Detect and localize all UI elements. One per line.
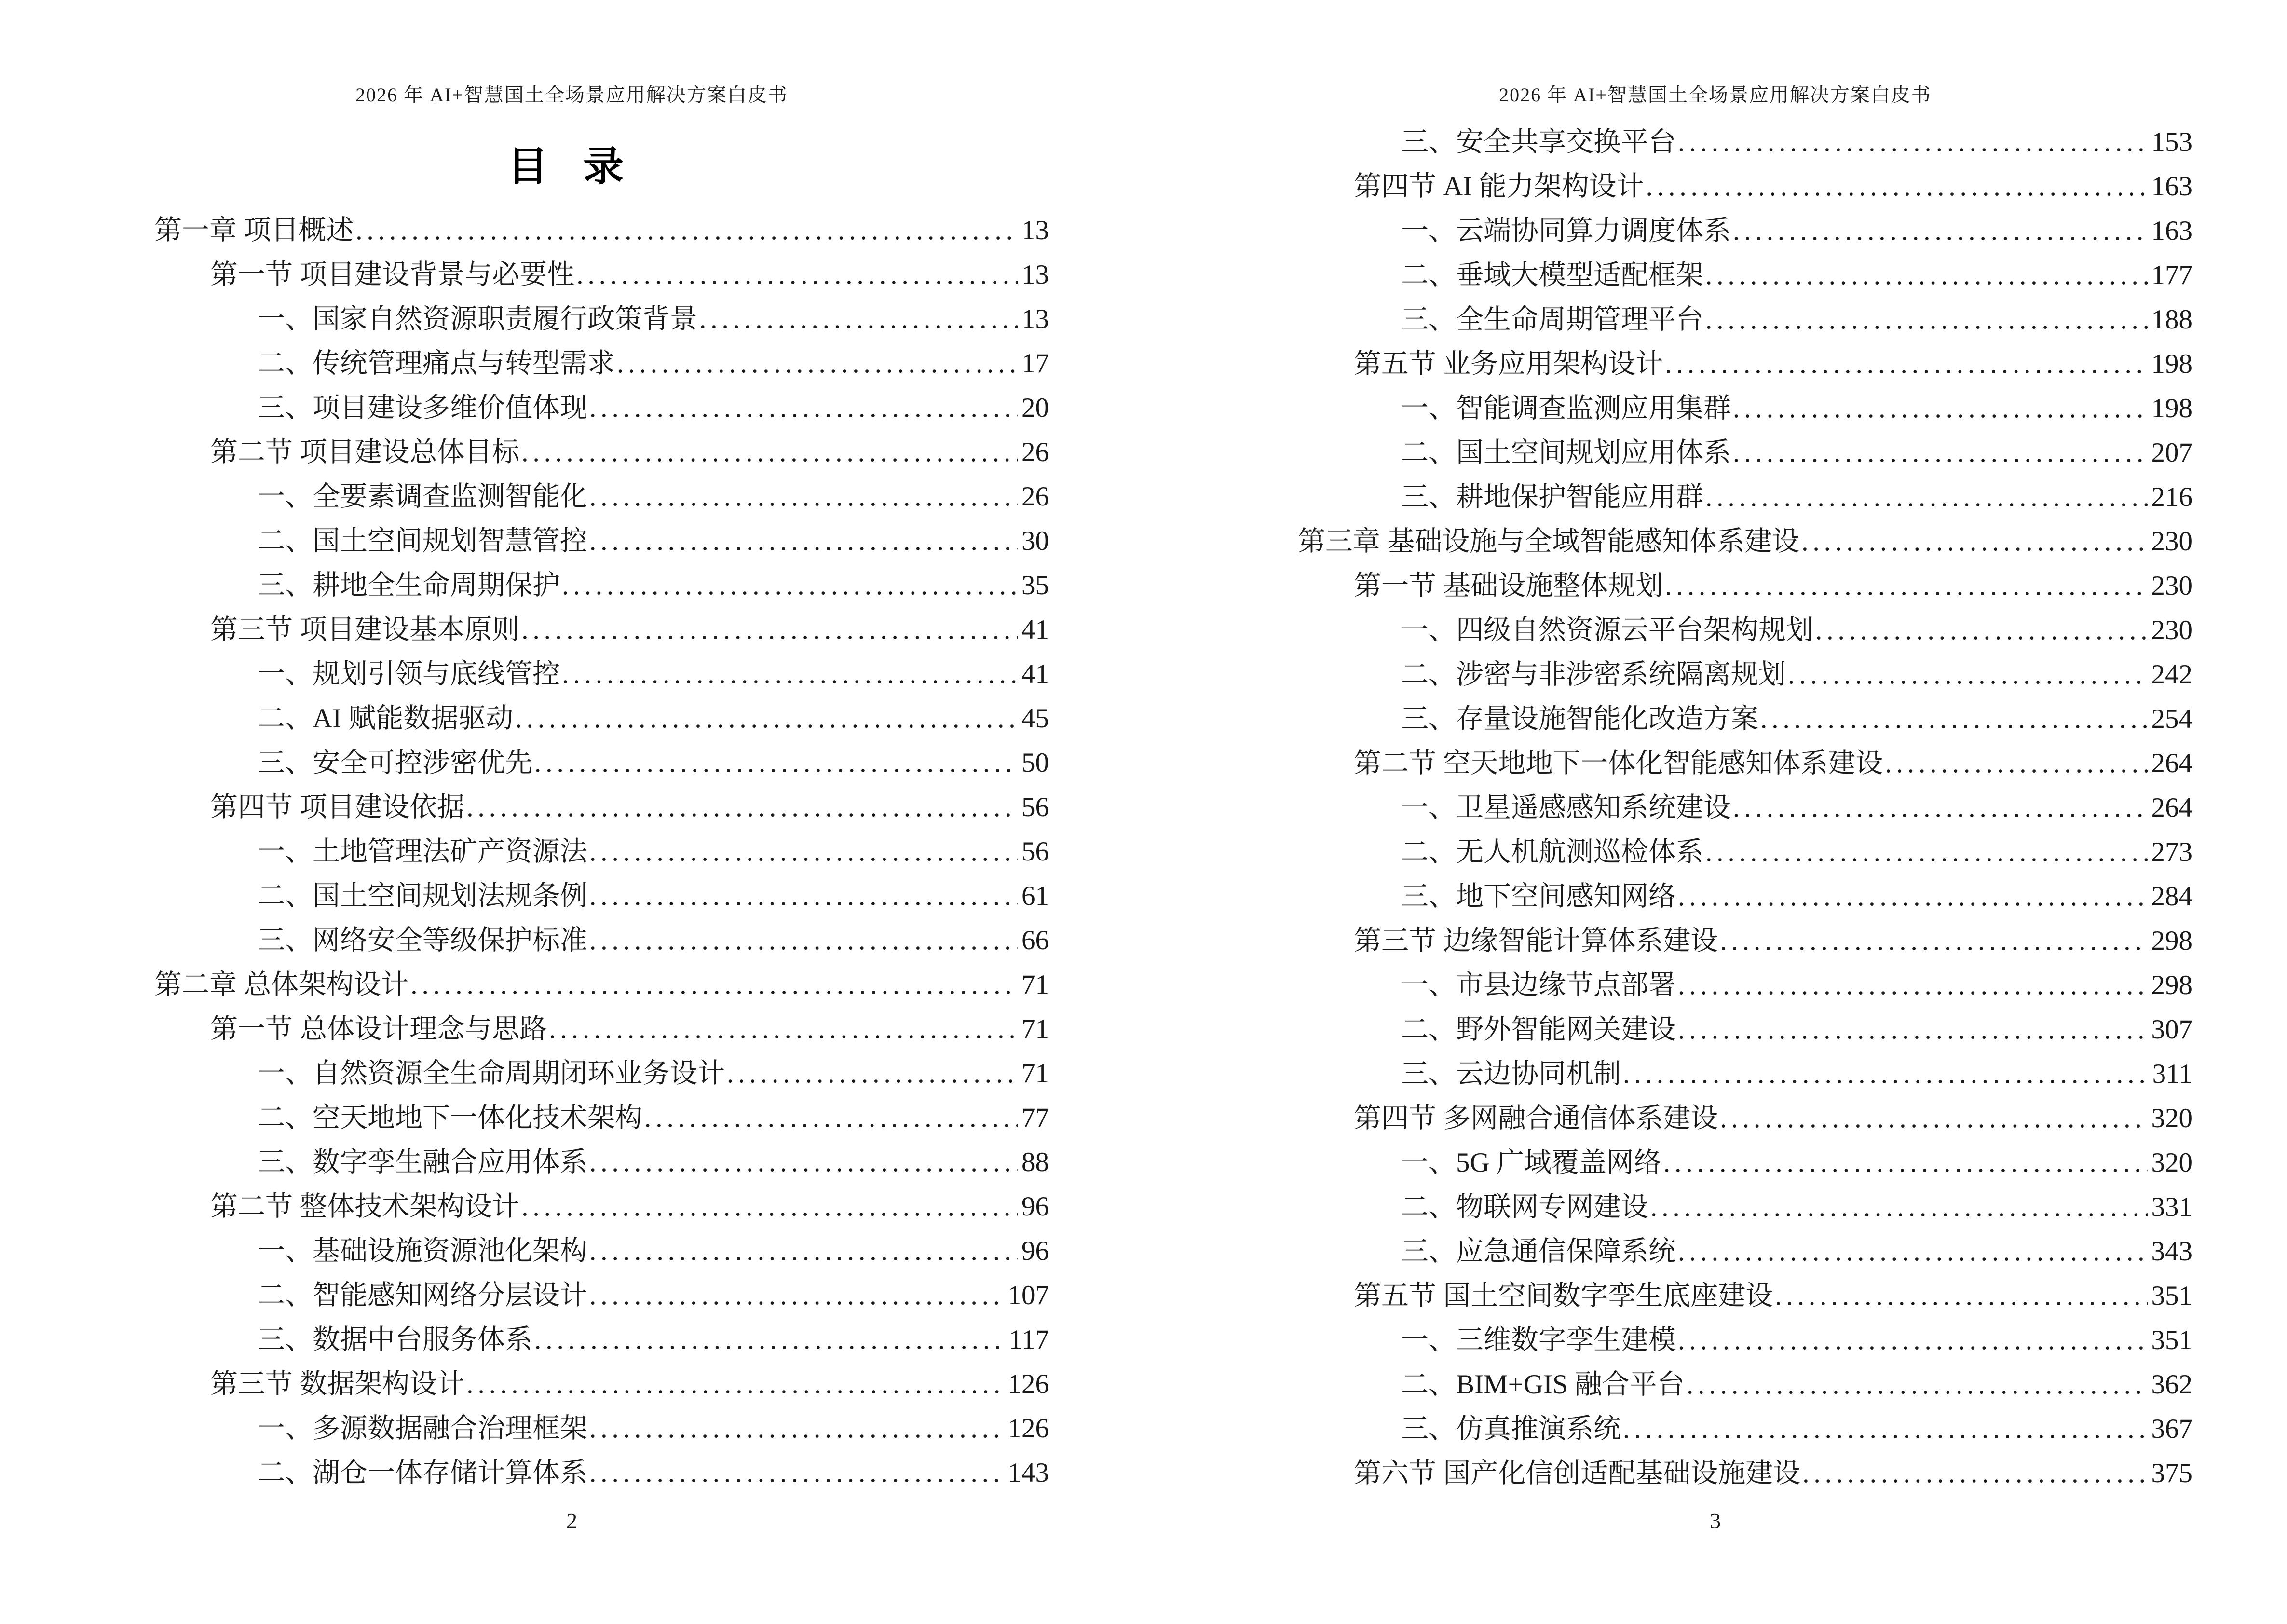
toc-entry-label: 二、国土空间规划智慧管控 — [258, 526, 587, 556]
toc-entry[interactable] — [1298, 164, 2192, 209]
toc-entry-page: 311 — [2152, 1059, 2192, 1089]
toc-entry-page: 50 — [1021, 748, 1049, 778]
toc-entry-page: 153 — [2151, 127, 2192, 157]
toc-entry-page: 207 — [2151, 437, 2192, 468]
dot-leader — [1801, 519, 2147, 564]
dot-leader — [521, 1185, 1018, 1229]
toc-entry-label: 二、无人机航测巡检体系 — [1401, 837, 1703, 867]
toc-entry[interactable] — [1298, 120, 2192, 164]
toc-entry[interactable] — [154, 696, 1049, 741]
toc-entry-page: 20 — [1021, 393, 1049, 423]
toc-entry-label: 第二章 总体架构设计 — [154, 969, 409, 1000]
toc-entry[interactable] — [1298, 874, 2192, 919]
toc-entry-page: 298 — [2151, 926, 2192, 956]
toc-entry[interactable] — [1298, 741, 2192, 786]
toc-entry[interactable] — [154, 608, 1049, 652]
dot-leader — [1815, 608, 2148, 653]
toc-entry-label: 第三章 基础设施与全域智能感知体系建设 — [1298, 526, 1800, 557]
toc-entry-label: 二、空天地地下一体化技术架构 — [258, 1103, 642, 1133]
toc-entry[interactable] — [1298, 386, 2192, 431]
dot-leader — [534, 1318, 1005, 1362]
toc-entry-page: 41 — [1021, 614, 1049, 645]
dot-leader — [1646, 164, 2148, 209]
toc-entry-page: 331 — [2151, 1192, 2192, 1222]
dot-leader — [1678, 1229, 2148, 1274]
toc-entry-page: 96 — [1021, 1191, 1049, 1222]
toc-entry-page: 242 — [2151, 659, 2192, 690]
toc-entry-label: 第五节 业务应用架构设计 — [1354, 349, 1663, 379]
toc-entry-page: 88 — [1021, 1147, 1049, 1177]
toc-entry-label: 二、物联网专网建设 — [1401, 1192, 1648, 1222]
toc-entry[interactable] — [154, 963, 1049, 1007]
toc-entry[interactable] — [1298, 1407, 2192, 1451]
toc-entry-page: 71 — [1021, 1058, 1049, 1089]
toc-entry[interactable] — [154, 741, 1049, 785]
toc-entry[interactable] — [1298, 298, 2192, 342]
toc-entry-page: 188 — [2151, 304, 2192, 335]
dot-leader — [589, 918, 1018, 963]
toc-entry-label: 二、涉密与非涉密系统隔离规划 — [1401, 659, 1786, 690]
dot-leader — [589, 874, 1018, 918]
toc-entry-page: 56 — [1021, 792, 1049, 822]
dot-leader — [1678, 120, 2148, 164]
toc-entry[interactable] — [1298, 342, 2192, 386]
toc-entry-label: 一、智能调查监测应用集群 — [1401, 393, 1731, 423]
dot-leader — [699, 297, 1018, 341]
dot-leader — [1720, 1096, 2147, 1141]
toc-entry-label: 一、5G 广域覆盖网络 — [1401, 1147, 1661, 1178]
toc-entries-right — [1298, 120, 2192, 1496]
toc-entry-label: 三、全生命周期管理平台 — [1401, 304, 1703, 335]
toc-entry-label: 二、垂域大模型适配框架 — [1401, 260, 1703, 290]
toc-entry[interactable] — [1298, 1274, 2192, 1318]
dot-leader — [1802, 1451, 2147, 1496]
toc-entry-label: 三、数据中台服务体系 — [258, 1324, 532, 1355]
toc-entry-page: 126 — [1007, 1413, 1049, 1444]
toc-entry-label: 二、湖仓一体存储计算体系 — [258, 1458, 587, 1488]
toc-entry[interactable] — [154, 1273, 1049, 1318]
toc-entry-page: 77 — [1021, 1103, 1049, 1133]
toc-entry-page: 375 — [2151, 1458, 2192, 1488]
toc-entry-label: 第一节 基础设施整体规划 — [1354, 571, 1663, 601]
toc-entry[interactable] — [1298, 253, 2192, 298]
dot-leader — [1665, 342, 2147, 386]
toc-entry[interactable] — [154, 918, 1049, 963]
toc-entry[interactable] — [154, 475, 1049, 519]
toc-entry-page: 230 — [2151, 571, 2192, 601]
toc-entry-label: 第二节 项目建设总体目标 — [210, 437, 520, 467]
toc-entry-label: 一、多源数据融合治理框架 — [258, 1413, 587, 1444]
toc-entry-label: 二、国土空间规划法规条例 — [258, 881, 587, 911]
dot-leader — [589, 1451, 1004, 1495]
toc-entry-page: 117 — [1008, 1324, 1049, 1355]
toc-entry-page: 96 — [1021, 1236, 1049, 1266]
toc-entry[interactable] — [154, 519, 1049, 563]
toc-entry[interactable] — [1298, 1008, 2192, 1052]
toc-entry-label: 第四节 项目建设依据 — [210, 792, 465, 822]
toc-entry[interactable] — [154, 1185, 1049, 1229]
dot-leader — [1705, 830, 2148, 874]
dot-leader — [1678, 1318, 2148, 1363]
dot-leader — [1775, 1274, 2147, 1318]
dot-leader — [1733, 786, 2148, 830]
dot-leader — [1760, 697, 2148, 741]
toc-entry-label: 一、市县边缘节点部署 — [1401, 970, 1676, 1000]
toc-title: 目 录 — [507, 145, 636, 190]
dot-leader — [1623, 1407, 2148, 1451]
toc-entry-label: 第五节 国土空间数字孪生底座建设 — [1354, 1281, 1773, 1311]
toc-entry-label: 第三节 项目建设基本原则 — [210, 614, 520, 645]
toc-entry-label: 三、仿真推演系统 — [1401, 1414, 1621, 1444]
toc-entry[interactable] — [154, 297, 1049, 341]
toc-entry-label: 第四节 AI 能力架构设计 — [1354, 171, 1644, 202]
toc-entry-page: 198 — [2151, 349, 2192, 379]
dot-leader — [562, 563, 1018, 608]
toc-entry-page: 30 — [1021, 526, 1049, 556]
toc-entry-label: 三、应急通信保障系统 — [1401, 1236, 1676, 1267]
toc-entry-label: 第一节 项目建设背景与必要性 — [210, 259, 575, 290]
toc-entry[interactable] — [1298, 564, 2192, 608]
toc-entry-page: 71 — [1021, 1014, 1049, 1044]
toc-entry-label: 三、项目建设多维价值体现 — [258, 393, 587, 423]
dot-leader — [1687, 1363, 2148, 1407]
toc-entry-page: 264 — [2151, 792, 2192, 823]
dot-leader — [644, 1096, 1018, 1140]
toc-entry-label: 一、规划引领与底线管控 — [258, 659, 560, 689]
dot-leader — [562, 652, 1018, 696]
toc-entry[interactable] — [1298, 697, 2192, 741]
toc-entry-page: 71 — [1021, 969, 1049, 1000]
dot-leader — [589, 1229, 1018, 1273]
toc-entry[interactable] — [1298, 919, 2192, 963]
toc-entry[interactable] — [1298, 1229, 2192, 1274]
toc-entry-label: 一、卫星遥感感知系统建设 — [1401, 792, 1731, 823]
toc-entry-page: 13 — [1021, 259, 1049, 290]
toc-entry-page: 198 — [2151, 393, 2192, 423]
toc-entry-label: 第三节 边缘智能计算体系建设 — [1354, 926, 1718, 956]
dot-leader — [1665, 564, 2147, 608]
toc-entry[interactable] — [154, 253, 1049, 297]
toc-entry[interactable] — [154, 1362, 1049, 1406]
toc-entry-label: 一、国家自然资源职责履行政策背景 — [258, 304, 697, 334]
toc-entry-page: 163 — [2151, 171, 2192, 202]
dot-leader — [521, 430, 1018, 475]
dot-leader — [1705, 298, 2148, 342]
toc-entry-page: 177 — [2151, 260, 2192, 290]
toc-entry[interactable] — [154, 430, 1049, 475]
toc-entry-page: 343 — [2151, 1236, 2192, 1267]
toc-entry[interactable] — [154, 830, 1049, 874]
toc-entry-label: 第二节 整体技术架构设计 — [210, 1191, 520, 1222]
toc-entry-label: 三、安全共享交换平台 — [1401, 127, 1676, 157]
toc-entry-label: 第一节 总体设计理念与思路 — [210, 1014, 547, 1044]
toc-entry[interactable] — [154, 1007, 1049, 1051]
dot-leader — [576, 253, 1018, 297]
toc-entry-label: 三、存量设施智能化改造方案 — [1401, 704, 1758, 734]
toc-entry-page: 351 — [2151, 1281, 2192, 1311]
toc-entry-page: 307 — [2151, 1014, 2192, 1045]
toc-entry-page: 298 — [2151, 970, 2192, 1000]
toc-entry-label: 二、传统管理痛点与转型需求 — [258, 348, 615, 379]
dot-leader — [1678, 874, 2148, 919]
dot-leader — [1733, 209, 2148, 253]
toc-entry-label: 三、云边协同机制 — [1401, 1059, 1621, 1089]
toc-entry-page: 230 — [2151, 526, 2192, 557]
toc-entry-page: 320 — [2151, 1103, 2192, 1133]
dot-leader — [1678, 1008, 2148, 1052]
toc-entry-page: 45 — [1021, 703, 1049, 734]
toc-entry[interactable] — [154, 1096, 1049, 1140]
toc-entry[interactable] — [1298, 431, 2192, 475]
toc-entry[interactable] — [1298, 1318, 2192, 1363]
toc-entry-label: 第六节 国产化信创适配基础设施建设 — [1354, 1458, 1801, 1488]
dot-leader — [355, 208, 1018, 253]
toc-entry-label: 三、地下空间感知网络 — [1401, 881, 1676, 912]
toc-entry-label: 一、三维数字孪生建模 — [1401, 1325, 1676, 1355]
toc-entry-label: 第二节 空天地地下一体化智能感知体系建设 — [1354, 748, 1883, 778]
toc-entry-page: 284 — [2151, 881, 2192, 912]
toc-entry[interactable] — [1298, 653, 2192, 697]
dot-leader — [727, 1051, 1018, 1096]
toc-entry[interactable] — [154, 1051, 1049, 1096]
dot-leader — [1705, 475, 2148, 519]
toc-entry-page: 13 — [1021, 304, 1049, 334]
toc-entry[interactable] — [154, 785, 1049, 830]
toc-entry-label: 一、土地管理法矿产资源法 — [258, 836, 587, 867]
toc-entry-page: 362 — [2151, 1369, 2192, 1400]
toc-entry[interactable] — [154, 1451, 1049, 1495]
toc-entry[interactable] — [154, 1318, 1049, 1362]
toc-entry[interactable] — [1298, 1096, 2192, 1141]
toc-entry[interactable] — [154, 652, 1049, 696]
running-header: 2026 年 AI+智慧国土全场景应用解决方案白皮书 — [355, 84, 788, 106]
dot-leader — [1663, 1141, 2148, 1185]
toc-entry-page: 61 — [1021, 881, 1049, 911]
toc-entry-label: 二、BIM+GIS 融合平台 — [1401, 1369, 1685, 1400]
dot-leader — [589, 1406, 1004, 1451]
toc-entry[interactable] — [1298, 1363, 2192, 1407]
toc-entry[interactable] — [1298, 1052, 2192, 1096]
page-number-left: 2 — [566, 1508, 577, 1533]
toc-entry-page: 13 — [1021, 215, 1049, 246]
toc-entry[interactable] — [1298, 1185, 2192, 1229]
dot-leader — [466, 785, 1018, 830]
dot-leader — [521, 608, 1018, 652]
toc-entry-page: 26 — [1021, 437, 1049, 467]
dot-leader — [617, 341, 1018, 386]
toc-entry[interactable] — [1298, 519, 2192, 564]
dot-leader — [1733, 386, 2148, 431]
toc-entry-page: 273 — [2151, 837, 2192, 867]
toc-entry-page: 264 — [2151, 748, 2192, 778]
toc-entry-label: 三、安全可控涉密优先 — [258, 748, 532, 778]
toc-entry-label: 第四节 多网融合通信体系建设 — [1354, 1103, 1718, 1133]
toc-entries-left — [154, 208, 1049, 1495]
dot-leader — [515, 696, 1018, 741]
dot-leader — [589, 386, 1018, 430]
toc-entry[interactable] — [154, 874, 1049, 918]
toc-entry-page: 107 — [1007, 1280, 1049, 1310]
toc-entry-page: 320 — [2151, 1147, 2192, 1178]
toc-entry-label: 一、自然资源全生命周期闭环业务设计 — [258, 1058, 725, 1089]
toc-entry[interactable] — [154, 563, 1049, 608]
toc-entry-label: 三、数字孪生融合应用体系 — [258, 1147, 587, 1177]
toc-entry[interactable] — [1298, 1451, 2192, 1496]
toc-page-right — [1144, 0, 2287, 1624]
toc-entry-label: 一、四级自然资源云平台架构规划 — [1401, 615, 1813, 645]
dot-leader — [549, 1007, 1018, 1051]
toc-entry-label: 三、网络安全等级保护标准 — [258, 925, 587, 955]
toc-entry-label: 二、智能感知网络分层设计 — [258, 1280, 587, 1310]
toc-entry-page: 367 — [2151, 1414, 2192, 1444]
toc-entry-page: 143 — [1007, 1458, 1049, 1488]
toc-entry-label: 二、野外智能网关建设 — [1401, 1014, 1676, 1045]
dot-leader — [1885, 741, 2147, 786]
toc-entry[interactable] — [154, 208, 1049, 253]
toc-entry-page: 41 — [1021, 659, 1049, 689]
dot-leader — [410, 963, 1018, 1007]
toc-entry[interactable] — [1298, 963, 2192, 1008]
toc-entry-page: 216 — [2151, 482, 2192, 512]
toc-entry-page: 254 — [2151, 704, 2192, 734]
dot-leader — [589, 1273, 1004, 1318]
dot-leader — [534, 741, 1018, 785]
toc-entry-page: 351 — [2151, 1325, 2192, 1355]
toc-entry-label: 二、国土空间规划应用体系 — [1401, 437, 1731, 468]
toc-entry[interactable] — [1298, 209, 2192, 253]
dot-leader — [1705, 253, 2148, 298]
toc-entry[interactable] — [1298, 786, 2192, 830]
toc-entry[interactable] — [154, 386, 1049, 430]
running-header: 2026 年 AI+智慧国土全场景应用解决方案白皮书 — [1499, 84, 1932, 106]
toc-entry-page: 163 — [2151, 216, 2192, 246]
toc-entry-page: 35 — [1021, 570, 1049, 600]
toc-entry[interactable] — [1298, 1141, 2192, 1185]
dot-leader — [1623, 1052, 2149, 1096]
dot-leader — [1678, 963, 2148, 1008]
page-number-right: 3 — [1710, 1508, 1721, 1533]
toc-entry-page: 17 — [1021, 348, 1049, 379]
toc-entry-page: 126 — [1007, 1369, 1049, 1399]
dot-leader — [1650, 1185, 2148, 1229]
toc-entry-page: 26 — [1021, 481, 1049, 512]
dot-leader — [589, 830, 1018, 874]
toc-entry[interactable] — [154, 1406, 1049, 1451]
toc-entry[interactable] — [154, 1140, 1049, 1185]
toc-entry-page: 66 — [1021, 925, 1049, 955]
dot-leader — [1733, 431, 2148, 475]
toc-entry[interactable] — [1298, 475, 2192, 519]
dot-leader — [589, 519, 1018, 563]
toc-entry-label: 三、耕地全生命周期保护 — [258, 570, 560, 600]
dot-leader — [466, 1362, 1004, 1406]
dot-leader — [589, 475, 1018, 519]
toc-entry[interactable] — [154, 341, 1049, 386]
toc-entry-label: 一、全要素调查监测智能化 — [258, 481, 587, 512]
toc-entry-label: 第一章 项目概述 — [154, 215, 354, 246]
toc-entry-label: 二、AI 赋能数据驱动 — [258, 703, 514, 734]
dot-leader — [589, 1140, 1018, 1185]
toc-entry[interactable] — [1298, 830, 2192, 874]
toc-entry-page: 230 — [2151, 615, 2192, 645]
toc-entry[interactable] — [1298, 608, 2192, 653]
toc-entry-label: 三、耕地保护智能应用群 — [1401, 482, 1703, 512]
dot-leader — [1720, 919, 2147, 963]
dot-leader — [1788, 653, 2148, 697]
toc-entry[interactable] — [154, 1229, 1049, 1273]
toc-entry-label: 一、基础设施资源池化架构 — [258, 1236, 587, 1266]
toc-entry-label: 第三节 数据架构设计 — [210, 1369, 465, 1399]
toc-entry-page: 56 — [1021, 836, 1049, 867]
toc-entry-label: 一、云端协同算力调度体系 — [1401, 216, 1731, 246]
